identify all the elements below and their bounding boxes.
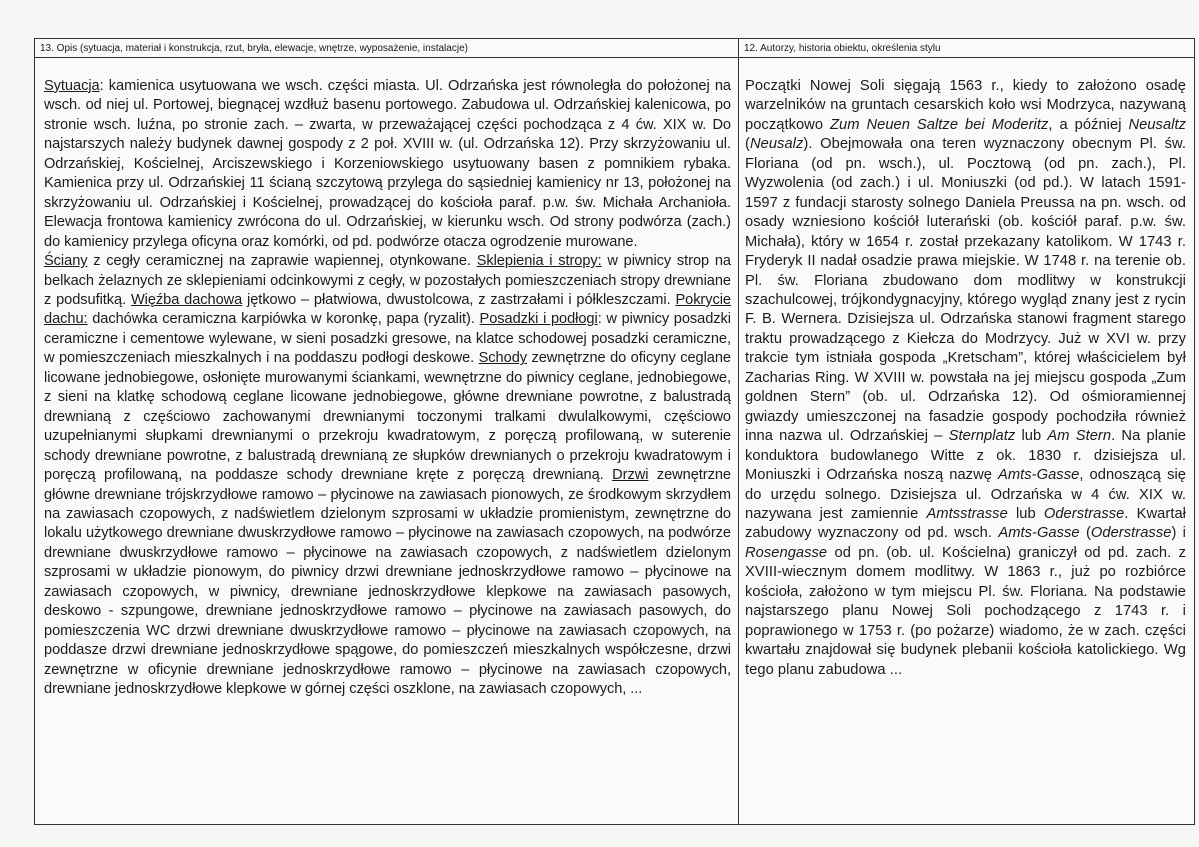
sytuacja-label: Sytuacja	[44, 78, 100, 94]
history-text: lub	[1007, 505, 1044, 522]
history-italic-name: Oderstrasse	[1043, 505, 1125, 522]
history-italic-name: Am Stern	[1047, 428, 1112, 445]
history-text: . Kwartał zabudowy wyznaczony od pd. wsch.	[745, 505, 1186, 542]
sklepienia-text: w piwnicy strop na belkach żelaznych ze sklepieniami odcinkowymi z cegły, w pozostałych pomieszczeniach stropy drewniane z podsufitką.	[44, 253, 731, 308]
history-column	[739, 39, 1194, 824]
history-italic-name: Amts-Gasse	[998, 525, 1080, 542]
sytuacja-text: : kamienica usytuowana we wsch. części miasta. Ul. Odrzańska jest równoległa do położonej na wsch. od niej ul. Portowej, biegnącej wzdłuż basenu portowego. Zabudowa ul. Odrzańskiej kalenicowa, po stronie wsch. luźna, po stronie zach. – zwarta, w przeważającej części pochodząca z 4 ćw. XIX w. Do najstarszych należy budynek dawnej gospody z 2 poł. XVIII w. (ul. Odrzańska 12). Przy skrzyżowaniu ul. Odrzańskiej, Kościelnej, Arciszewskiego i Korzeniowskiego usytuowany basen z pomnikiem rybaka. Kamienica przy ul. Odrzańskiej 11 ścianą szczytową przylega do sąsiedniej kamienicy nr 13, położonej na skrzyżowaniu ul. Odrzańskiej i Kościelnej, prowadzącej do kościoła paraf. p.w. św. Michała Archanioła. Elewacja frontowa kamienicy zwrócona do ul. Odrzańskiej, w kierunku wsch. Od strony podwórza (zach.) do kamienicy przylega oficyna oraz komórki, od pd. podwórze otacza ogrodzenie murowane.	[44, 78, 731, 250]
history-italic-name: Zum Neuen Saltze bei Moderitz	[830, 116, 1049, 133]
drzwi-text: zewnętrzne główne drewniane trójskrzydłowe ramowo – płycinowe na zawiasach pionowych, ze środkowym skrzydłem na zawiasach czopowych, z nadświetlem dzielonym szprosami w układzie promienistym, zewnętrzne do lokalu użytkowego drewniane dwuskrzydłowe ramowo – płycinowe na zawiasach czopowych, na podwórze drewniane dwuskrzydłowe ramowo – płycinowe na zawiasach czopowych, z nadświetlem dzielonym szprosami w układzie pionowym, do piwnicy drzwi drewniane jednoskrzydłowe ramowo – płycinowe na zawiasach czopowych, w piwnicy, drewniane jednoskrzydłowe klepkowe na zawiasach pasowych, deskowo - szpungowe, drewniane jednoskrzydłowe ramowo – płycinowe na zawiasach pasowych, do pomieszczenia WC drzwi drewniane dwuskrzydłowe ramowo – płycinowe na zawiasach czopowych, na poddasze drzwi drewniane jednoskrzydłowe spągowe, do pomieszczeń mieszkalnych współczesne, drzwi zewnętrzne w oficynie drewniane jednoskrzydłowe ramowo – płycinowe na zawiasach czopowych, drewniane jednoskrzydłowe klepkowe w górnej części oszklone, na zawiasach czopowych, ...	[44, 467, 731, 698]
history-italic-name: Neusaltz	[1128, 116, 1186, 133]
posadzki-text: : w piwnicy posadzki ceramiczne i cementowe wylewane, w sieni posadzki gresowe, na klatce schodowej posadzki ceramiczne, w pomieszczeniach mieszkalnych i na poddaszu podłogi deskowe.	[44, 311, 731, 367]
sciany-label: Ściany	[44, 253, 88, 270]
posadzki-label: Posadzki i podłogi	[479, 311, 598, 328]
history-italic-name: Amtsstrasse	[926, 505, 1008, 522]
pokrycie-text: dachówka ceramiczna karpiówka w koronkę, papa (ryzalit).	[87, 311, 480, 328]
history-text: lub	[1015, 428, 1048, 445]
history-italic-name: Rosengasse	[745, 544, 828, 561]
history-text: , a później	[1048, 116, 1129, 133]
description-body	[35, 58, 738, 700]
drzwi-label: Drzwi	[612, 467, 649, 484]
history-body	[739, 58, 1194, 680]
history-italic-name: Neusalz	[749, 136, 804, 153]
history-paragraph	[745, 77, 1186, 680]
history-text: ) i	[1171, 525, 1186, 542]
history-text: od pn. (ob. ul. Kościelna) graniczył od pd. zach. z XVIII-wiecznym domem modlitwy. W 1863 r., już po rozbiórce kościoła, założono w tym miejscu Pl. św. Floriana. Na podstawie najstarszego planu Nowej Soli pochodzącego z 1743 r. i poprawionego w 1753 r. (po pożarze) wiadomo, że w zach. części kwartału znajdował się budynek plebanii kościoła katolickiego. Wg tego planu zabudowa ...	[745, 544, 1186, 678]
history-italic-name: Oderstrasse	[1090, 525, 1172, 542]
sklepienia-label: Sklepienia i stropy:	[476, 253, 602, 270]
history-header: 12. Autorzy, historia obiektu, określenia stylu	[739, 39, 1194, 58]
history-italic-name: Amts-Gasse	[998, 467, 1080, 484]
history-text: . Na planie konduktora budowlanego Witte z ok. 1830 r. dzisiejsza ul. Moniuszki i Odrzańska noszą nazwę	[745, 428, 1186, 484]
schody-label: Schody	[478, 350, 528, 367]
wiezba-text: jętkowo – płatwiowa, dwustolcowa, z zastrzałami i półkleszczami.	[242, 291, 676, 308]
history-text: Początki Nowej Soli sięgają 1563 r., kiedy to założono osadę warzelników na gruntach cesarskich koło wsi Modrzyca, nazywaną początkowo	[745, 78, 1186, 133]
schody-text: zewnętrzne do oficyny ceglane licowane jednobiegowe, osłonięte murowanymi ściankami, wewnętrzne do piwnicy ceglane, jednobiegowe, z sieni na klatkę schodową ceglane licowane jednobiegowe, główne drewniane powrotne, z balustradą drewnianą z częściowo zachowanymi drewnianymi toczonymi tralkami dwulalkowymi, częściowo uzupełnianymi słupkami drewnianymi o przekroju kwadratowym, z poręczą profilowaną, w suterenie schody drewniane powrotne, z balustradą drewnianą ze słupków drewnianych o przekroju kwadratowym i poręczą profilowaną, na poddasze schody drewniane kręte z poręczą drewnianą.	[44, 350, 731, 484]
history-text: ). Obejmowała ona teren wyznaczony obecnym Pl. św. Floriana (od pn. wsch.), ul. Pocztową (od pn. zach.), Pl. Wyzwolenia (od zach.) i ul. Moniuszki (od pd.). W latach 1591-1597 z fundacji starosty solnego Daniela Preussa na pn. wsch. od osady wzniesiono kościół luterański (ob. kościół paraf. p.w. św. Michała), który w 1654 r. został przekazany katolikom. W 1743 r. Fryderyk II nadał osadzie prawa miejskie. W 1748 r. na terenie ob. Pl. św. Floriana zbudowano dom modlitwy w konstrukcji szachulcowej, trójkondygnacyjny, którego wygląd znany jest z rycin F. B. Wernera. Dzisiejsza ul. Odrzańska stanowi fragment starego traktu prowadzącego z Kiełcza do Modrzycy. Już w XVI w. przy trakcie tym istniała gospoda „Kretscham”, której właścicielem był Zacharias Ring. W XVIII w. powstała na jej miejscu gospoda „Zum goldnen Stern” (ob. ul. Odrzańska 12). Od ośmioramiennej gwiazdy umieszczonej na fasadzie gospody pochodziła również inna nazwa ul. Odrzańskiej –	[745, 136, 1186, 445]
wiezba-label: Więźba dachowa	[130, 291, 243, 308]
description-paragraph	[44, 77, 731, 252]
construction-paragraph	[44, 252, 731, 699]
pokrycie-label: Pokrycie dachu:	[44, 291, 731, 328]
description-header: 13. Opis (sytuacja, materiał i konstrukcja, rzut, bryła, elewacje, wnętrze, wyposażenie, instalacje)	[35, 39, 738, 58]
history-text: , odnoszącą się do urzędu solnego. Dzisiejsza ul. Odrzańska w 4 ćw. XIX w. nazywana jest zamiennie	[745, 467, 1186, 522]
history-text: (	[1079, 525, 1091, 542]
history-text: (	[745, 136, 750, 153]
sciany-text: z cegły ceramicznej na zaprawie wapiennej, otynkowane.	[87, 253, 477, 270]
history-italic-name: Sternplatz	[948, 428, 1016, 445]
form-table	[34, 38, 1195, 825]
description-column	[35, 39, 739, 824]
